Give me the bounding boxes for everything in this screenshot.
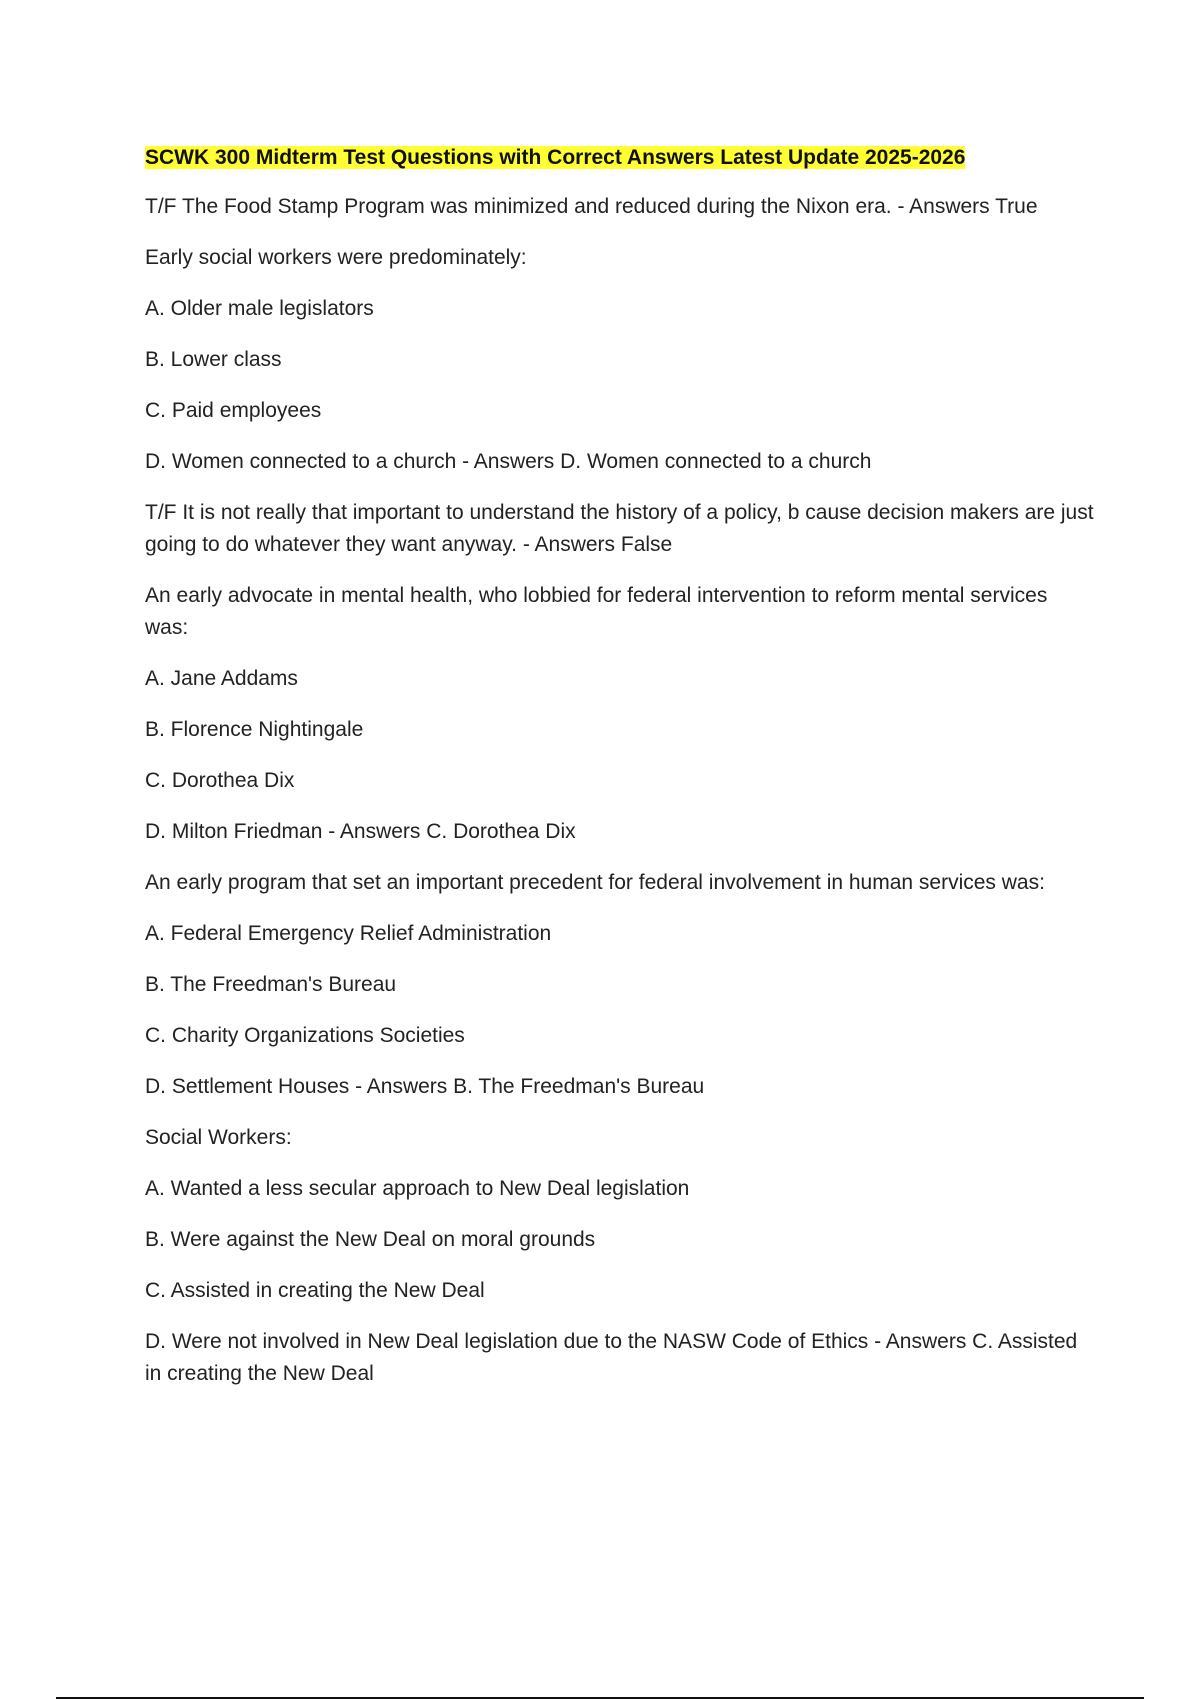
- option-b: B. Florence Nightingale: [145, 718, 364, 741]
- question-food-stamp: T/F The Food Stamp Program was minimized and reduced during the Nixon era. - Answers True: [145, 195, 1038, 218]
- option-a: A. Wanted a less secular approach to New Deal legislation: [145, 1177, 690, 1200]
- option-d-answer: D. Women connected to a church - Answers D. Women connected to a church: [145, 450, 872, 473]
- question-early-social-workers: Early social workers were predominately:: [145, 246, 527, 269]
- question-federal-precedent: An early program that set an important precedent for federal involvement in human services was:: [145, 871, 1045, 894]
- option-c: C. Dorothea Dix: [145, 769, 295, 792]
- title-block: [145, 143, 1095, 175]
- option-a: A. Jane Addams: [145, 667, 298, 690]
- question-policy-history: T/F It is not really that important to understand the history of a policy, b cause decision makers are just going to do whatever they want anyway. - Answers False: [145, 501, 1094, 556]
- option-c: C. Paid employees: [145, 399, 322, 422]
- question-social-workers: Social Workers:: [145, 1126, 292, 1149]
- option-a: A. Federal Emergency Relief Administration: [145, 922, 552, 945]
- option-c: C. Charity Organizations Societies: [145, 1024, 465, 1047]
- option-d-answer: D. Milton Friedman - Answers C. Dorothea Dix: [145, 820, 576, 843]
- option-b: B. Were against the New Deal on moral grounds: [145, 1228, 596, 1251]
- question-mental-health-advocate: An early advocate in mental health, who lobbied for federal intervention to reform mental services was:: [145, 584, 1048, 639]
- option-d-answer: D. Settlement Houses - Answers B. The Freedman's Bureau: [145, 1075, 705, 1098]
- document-page: [145, 143, 1095, 1409]
- footer-divider: [56, 1697, 1144, 1699]
- option-b: B. Lower class: [145, 348, 282, 371]
- option-b: B. The Freedman's Bureau: [145, 973, 397, 996]
- option-c: C. Assisted in creating the New Deal: [145, 1279, 485, 1302]
- document-title: SCWK 300 Midterm Test Questions with Correct Answers Latest Update 2025-2026: [145, 146, 966, 169]
- option-d-answer: D. Were not involved in New Deal legislation due to the NASW Code of Ethics - Answers C. Assisted in creating the New Deal: [145, 1330, 1078, 1385]
- option-a: A. Older male legislators: [145, 297, 374, 320]
